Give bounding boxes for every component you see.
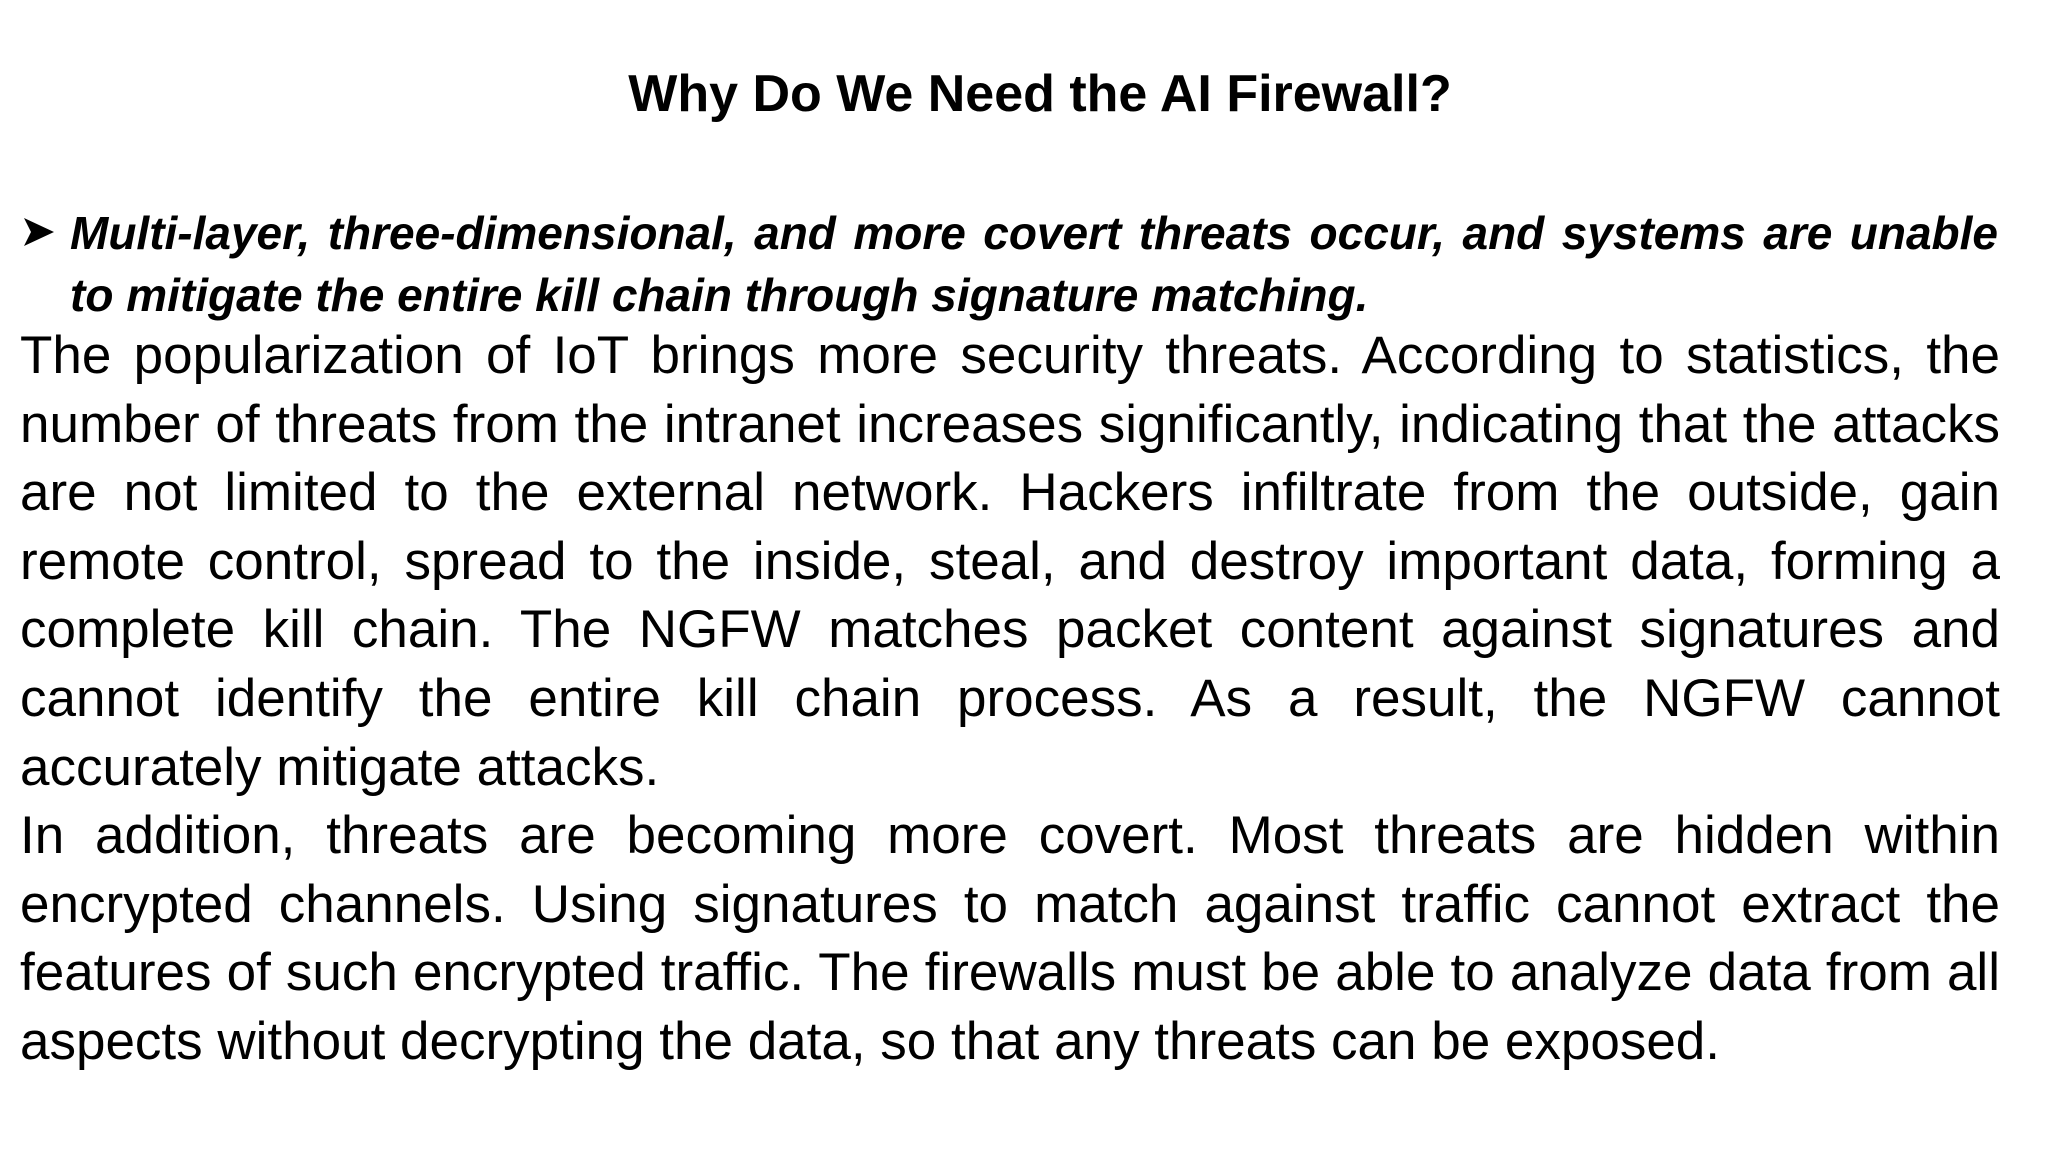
bullet-item xyxy=(22,202,1998,326)
arrowhead-bullet-icon xyxy=(22,202,64,248)
slide-title: Why Do We Need the AI Firewall? xyxy=(628,65,1452,123)
bullet-text: Multi-layer, three-dimensional, and more covert threats occur, and systems are unable to mitigate the entire kill chain through signature matching. xyxy=(70,207,1998,321)
paragraph: The popularization of IoT brings more security threats. According to statistics, the number of threats from the intranet increases significantly, indicating that the attacks are not limited to the external network. Hackers infiltrate from the outside, gain remote control, spread to the inside, steal, and destroy important data, forming a complete kill chain. The NGFW matches packet content against signatures and cannot identify the entire kill chain process. As a result, the NGFW cannot accurately mitigate attacks. xyxy=(20,326,2000,797)
paragraph: In addition, threats are becoming more covert. Most threats are hidden within encrypted channels. Using signatures to match against traffic cannot extract the features of such encrypted traffic. The firewalls must be able to analyze data from all aspects without decrypting the data, so that any threats can be exposed. xyxy=(20,806,2000,1071)
body-text xyxy=(20,322,2000,1077)
